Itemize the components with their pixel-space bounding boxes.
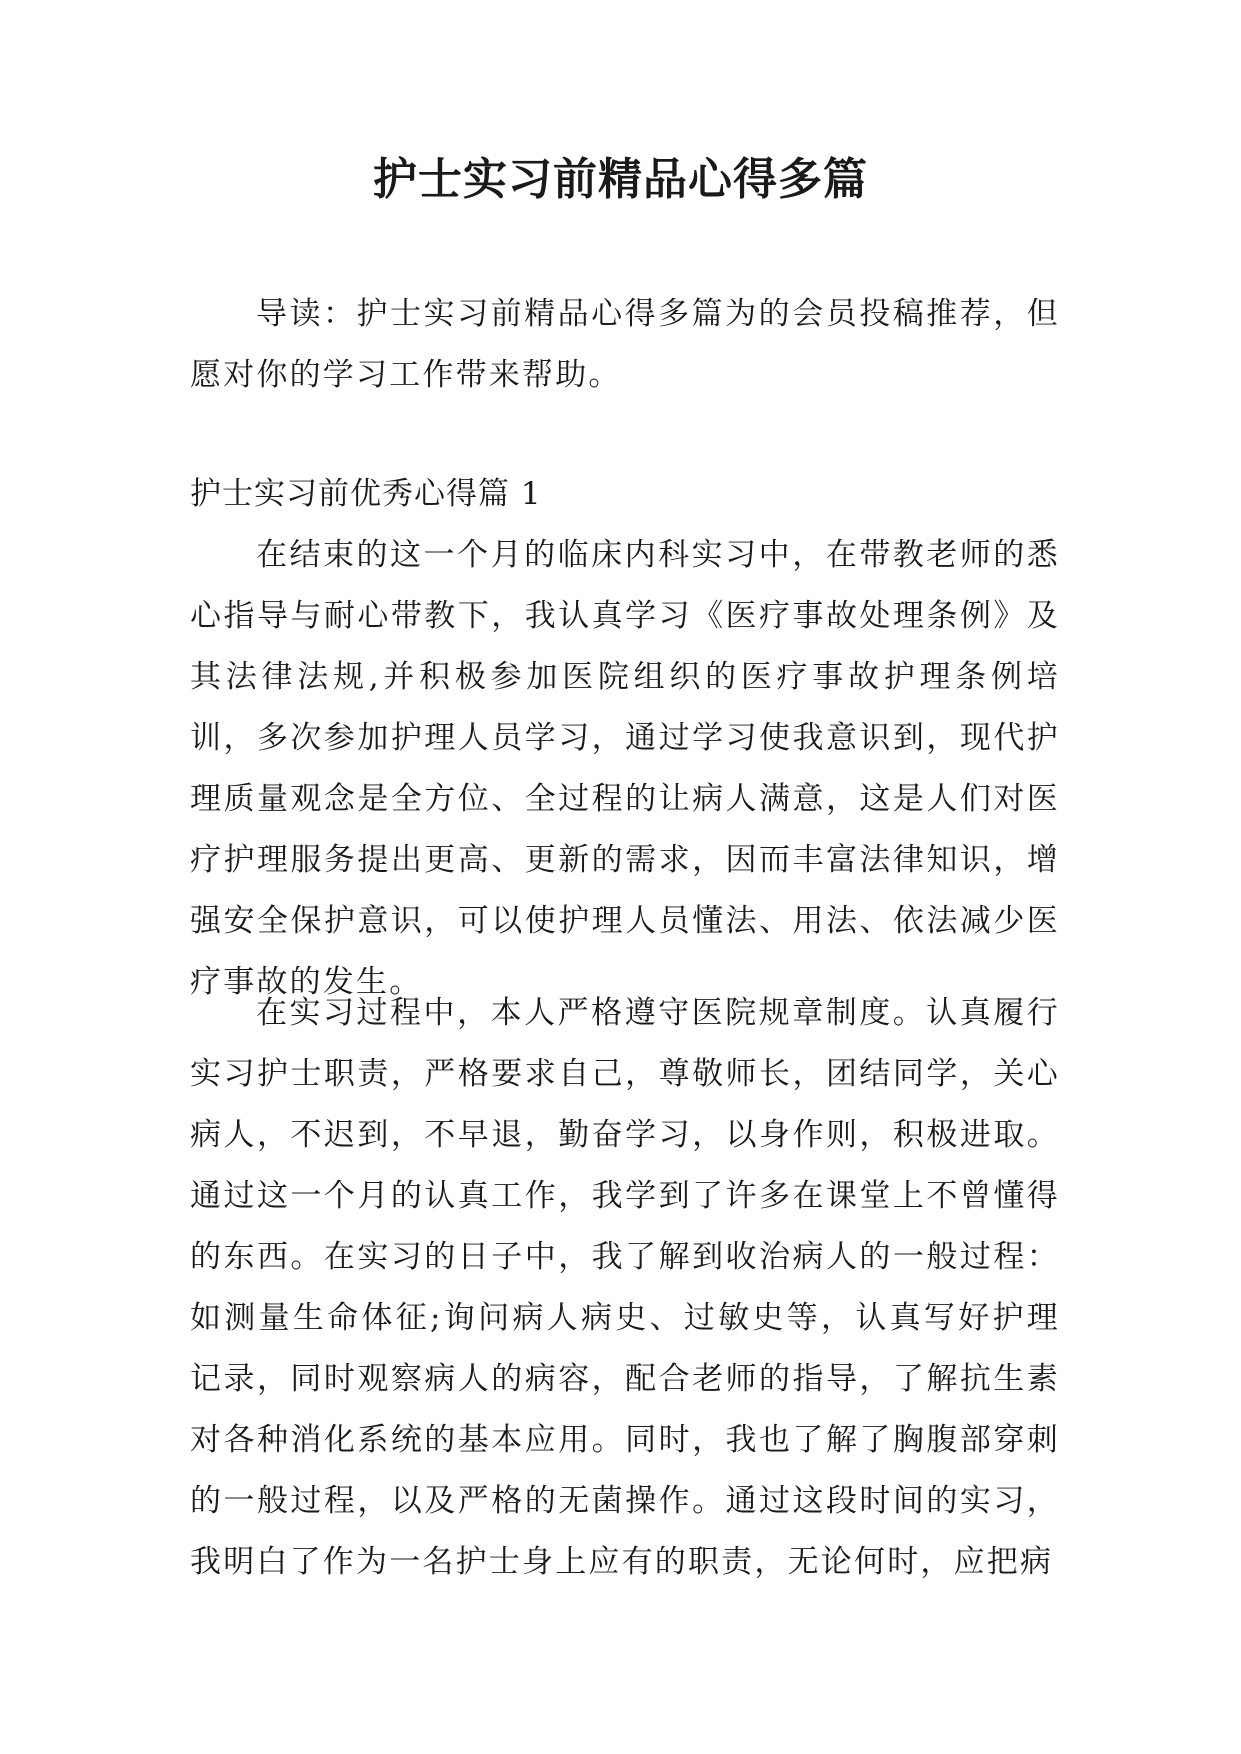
intro-paragraph: 导读：护士实习前精品心得多篇为的会员投稿推荐，但愿对你的学习工作带来帮助。 (190, 296, 1060, 393)
document-title: 护士实习前精品心得多篇 (373, 154, 868, 205)
body-paragraph-1: 在结束的这一个月的临床内科实习中，在带教老师的悉心指导与耐心带教下，我认真学习《医疗事故处理条例》及其法律法规,并积极参加医院组织的医疗事故护理条例培训，多次参加护理人员学习，通过学习使我意识到，现代护理质量观念是全方位、全过程的让病人满意，这是人们对医疗护理服务提出更高、更新的需求，因而丰富法律知识，增强安全保护意识，可以使护理人员懂法、用法、依法减少医疗事故的发生。 (190, 537, 1060, 1000)
body-paragraph-2: 在实习过程中，本人严格遵守医院规章制度。认真履行实习护士职责，严格要求自己，尊敬师长，团结同学，关心病人，不迟到，不早退，勤奋学习，以身作则，积极进取。通过这一个月的认真工作，我学到了许多在课堂上不曾懂得的东西。在实习的日子中，我了解到收治病人的一般过程：如测量生命体征;询问病人病史、过敏史等，认真写好护理记录，同时观察病人的病容，配合老师的指导，了解抗生素对各种消化系统的基本应用。同时，我也了解了胸腹部穿刺的一般过程，以及严格的无菌操作。通过这段时间的实习，我明白了作为一名护士身上应有的职责，无论何时，应把病 (190, 995, 1060, 1580)
section-heading: 护士实习前优秀心得篇 1 (190, 476, 542, 512)
